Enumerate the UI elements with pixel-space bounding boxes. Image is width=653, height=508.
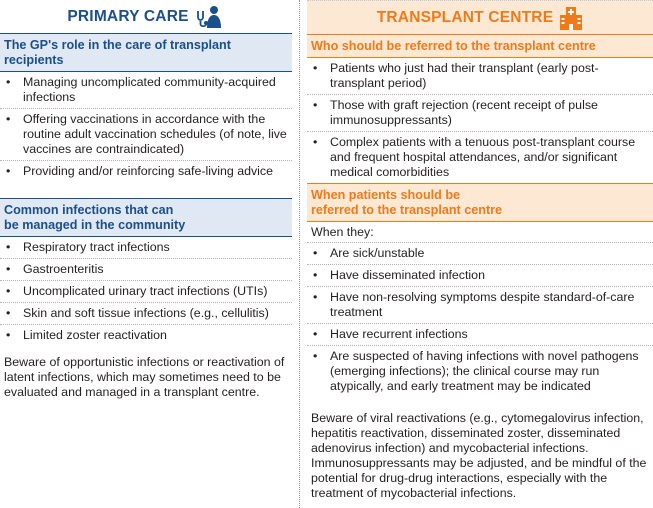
list-item: • Offering vaccinations in accordance with the routine adult vaccination schedules (of note, live vaccines are contraindicated) <box>0 109 292 161</box>
community-infections-title-line1: Common infections that can <box>4 203 174 217</box>
list-item: • Have non-resolving symptoms despite standard-of-care treatment <box>307 287 653 324</box>
community-infections-list <box>0 237 292 346</box>
gp-role-list <box>0 72 292 182</box>
list-item: • Have recurrent infections <box>307 324 653 346</box>
transplant-centre-column <box>307 0 653 508</box>
referral-when-list <box>307 243 653 397</box>
primary-care-column <box>0 0 292 508</box>
column-divider <box>299 0 300 508</box>
referral-who-list <box>307 58 653 183</box>
list-item: • Skin and soft tissue infections (e.g., cellulitis) <box>0 303 292 325</box>
transplant-centre-title: TRANSPLANT CENTRE <box>376 8 554 26</box>
list-item: • Patients who just had their transplant (early post-transplant period) <box>307 58 653 95</box>
primary-care-header <box>0 0 292 33</box>
primary-care-note: Beware of opportunistic infections or reactivation of latent infections, which may sometimes need to be evaluated and managed in a transplant centre. <box>4 355 285 399</box>
list-item: • Gastroenteritis <box>0 259 292 281</box>
hospital-building-icon <box>559 5 583 31</box>
list-item: • Limited zoster reactivation <box>0 325 292 346</box>
community-infections-title <box>0 198 292 237</box>
referral-when-intro: When they: <box>307 222 653 243</box>
list-item: • Those with graft rejection (recent receipt of pulse immunosuppressants) <box>307 95 653 132</box>
list-item: • Have disseminated infection <box>307 265 653 287</box>
transplant-centre-note: Beware of viral reactivations (e.g., cytomegalovirus infection, hepatitis reactivation, disseminated zoster, disseminated adenovirus infection) and mycobacterial infections. Immunosuppressants may be adjusted, and be mindful of the potential for drug-drug interactions, especially with the treatment of mycobacterial infections. <box>311 411 647 500</box>
list-item: • Are sick/unstable <box>307 243 653 265</box>
referral-when-title-line2: referred to the transplant centre <box>311 203 503 217</box>
list-item: • Complex patients with a tenuous post-transplant course and frequent hospital attendances, and/or significant medical comorbidities <box>307 132 653 183</box>
list-item: • Managing uncomplicated community-acquired infections <box>0 72 292 109</box>
list-item: • Respiratory tract infections <box>0 237 292 259</box>
primary-care-title: PRIMARY CARE <box>67 7 189 25</box>
referral-when-title <box>307 183 653 222</box>
doctor-stethoscope-icon <box>195 5 225 29</box>
community-infections-title-line2: be managed in the community <box>4 218 186 232</box>
list-item: • Are suspected of having infections with novel pathogens (emerging infections); the clinical course may run atypically, and early treatment may be indicated <box>307 346 653 397</box>
list-item: • Providing and/or reinforcing safe-living advice <box>0 161 292 182</box>
referral-when-title-line1: When patients should be <box>311 188 461 202</box>
gp-role-title: The GP's role in the care of transplant recipients <box>0 33 292 72</box>
referral-who-title: Who should be referred to the transplant centre <box>307 34 653 58</box>
list-item: • Uncomplicated urinary tract infections (UTIs) <box>0 281 292 303</box>
transplant-centre-header <box>307 0 653 34</box>
